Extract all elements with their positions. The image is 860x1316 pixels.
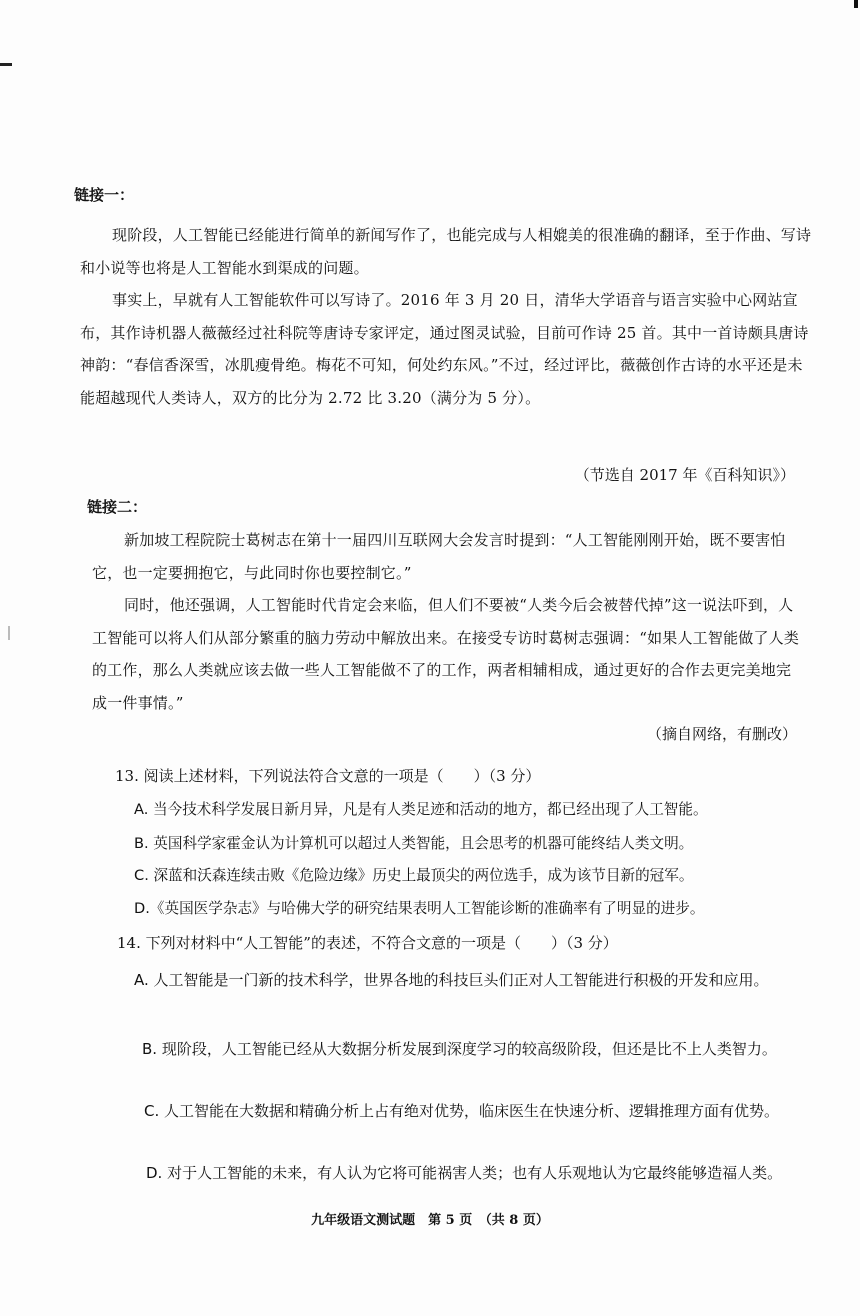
scan-mark-right: [854, 0, 858, 8]
question-14-option-c: C. 人工智能在大数据和精确分析上占有绝对优势，临床医生在快速分析、逻辑推理方面有优势。: [144, 1102, 780, 1120]
link2-paragraph-2: 同时，他还强调，人工智能时代肯定会来临，但人们不要被“人类今后会被替代掉”这一说法吓到，人工智能可以将人们从部分繁重的脑力劳动中解放出来。在接受专访时葛树志强调：“如果人工智能做了人类的工作，那么人类就应该去做一些人工智能做不了的工作，两者相辅相成，通过更好的合作去更完美地完成一件事情。”: [92, 596, 800, 712]
question-14-stem: 14. 下列对材料中“人工智能”的表述，不符合文意的一项是（ ）（3 分）: [117, 934, 618, 952]
question-13-stem: 13. 阅读上述材料，下列说法符合文意的一项是（ ）（3 分）: [115, 767, 541, 785]
question-13-option-c: C. 深蓝和沃森连续击败《危险边缘》历史上最顶尖的两位选手，成为该节目新的冠军。: [134, 867, 694, 884]
question-13-option-b: B. 英国科学家霍金认为计算机可以超过人类智能，且会思考的机器可能终结人类文明。: [134, 835, 694, 852]
link1-paragraph-2: 事实上，早就有人工智能软件可以写诗了。2016 年 3 月 20 日，清华大学语音与语言实验中心网站宣布，其作诗机器人薇薇经过社科院等唐诗专家评定，通过图灵试验，目前可作诗 25 首。其中一首诗颇具唐诗神韵：“春信香深雪，冰肌瘦骨绝。梅花不可知，何处约东风。”不过，经过评比，薇薇创作古诗的水平还是未能超越现代人类诗人，双方的比分为 2.72 比 3.20（满分为 5 分）。: [80, 291, 809, 407]
question-13-option-d: D.《英国医学杂志》与哈佛大学的研究结果表明人工智能诊断的准确率有了明显的进步。: [134, 900, 705, 917]
question-13-option-a: A. 当今技术科学发展日新月异，凡是有人类足迹和活动的地方，都已经出现了人工智能。: [134, 801, 708, 818]
scan-mark-middle: [8, 626, 10, 640]
link1-source: （节选自 2017 年《百科知识》）: [574, 466, 795, 484]
question-14-option-b: B. 现阶段，人工智能已经从大数据分析发展到深度学习的较高级阶段，但还是比不上人类智力。: [142, 1040, 777, 1058]
page-footer: 九年级语文测试题 第 5 页 （共 8 页）: [311, 1213, 549, 1228]
link2-heading: 链接二：: [87, 498, 148, 516]
question-14-option-a: A. 人工智能是一门新的技术科学，世界各地的科技巨头们正对人工智能进行积极的开发和应用。: [134, 971, 769, 989]
link2-paragraph-1: 新加坡工程院院士葛树志在第十一届四川互联网大会发言时提到：“人工智能刚刚开始，既不要害怕它，也一定要拥抱它，与此同时你也要控制它。”: [92, 531, 786, 582]
link1-heading: 链接一：: [74, 186, 135, 204]
question-14-option-d: D. 对于人工智能的未来，有人认为它将可能祸害人类；也有人乐观地认为它最终能够造福人类。: [146, 1164, 783, 1182]
link1-paragraph-1: 现阶段，人工智能已经能进行简单的新闻写作了，也能完成与人相媲美的很准确的翻译，至于作曲、写诗和小说等也将是人工智能水到渠成的问题。: [80, 226, 812, 277]
link2-source: （摘自网络，有删改）: [646, 725, 797, 743]
scan-mark-left: [0, 63, 12, 66]
